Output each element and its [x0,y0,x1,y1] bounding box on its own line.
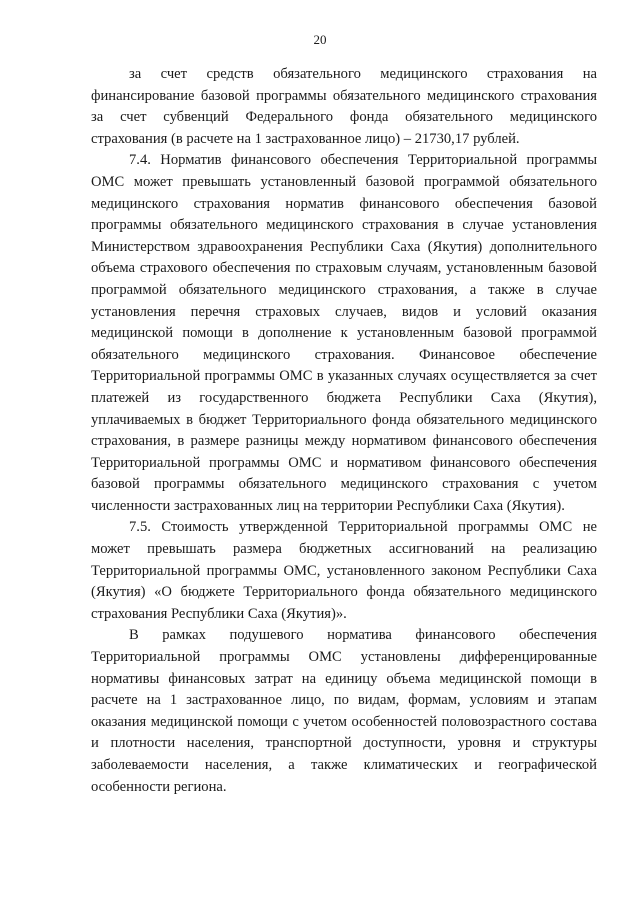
paragraph-continuation: за счет средств обязательного медицинского страхования на финансирование базовой программы обязательного медицинского страхования за счет субвенций Федерального фонда обязательного медицинского страхования (в расчете на 1 застрахованное лицо) – 21730,17 рублей. [91,66,597,147]
paragraph-7-4: 7.4. Норматив финансового обеспечения Территориальной программы ОМС может превышать установленный базовой программой обязательного медицинского страхования норматив финансового обеспечения базовой программы обязательного медицинского страхования в случае установления Министерством здравоохранения Республики Саха (Якутия) дополнительного объема страхового обеспечения по страховым случаям, установленным базовой программой обязательного медицинского страхования, а также в случае установления перечня страховых случаев, видов и условий оказания медицинской помощи в дополнение к установленным базовой программой обязательного медицинского страхования. Финансовое обеспечение Территориальной программы ОМС в указанных случаях осуществляется за счет платежей из государственного бюджета Республики Саха (Якутия), уплачиваемых в бюджет Территориального фонда обязательного медицинского страхования, в размере разницы между нормативом финансового обеспечения Территориальной программы ОМС и нормативом финансового обеспечения базовой программы обязательного медицинского страхования с учетом численности застрахованных лиц на территории Республики Саха (Якутия). [91,152,597,514]
document-body [91,64,597,798]
paragraph-7-5: 7.5. Стоимость утвержденной Территориальной программы ОМС не может превышать размера бюджетных ассигнований на реализацию Территориальной программы ОМС, установленного законом Республики Саха (Якутия) «О бюджете Территориального фонда обязательного медицинского страхования Республики Саха (Якутия)». [91,519,597,622]
paragraph-per-capita-norm: В рамках подушевого норматива финансового обеспечения Территориальной программы ОМС установлены дифференцированные нормативы финансовых затрат на единицу объема медицинской помощи в расчете на 1 застрахованное лицо, по видам, формам, условиям и этапам оказания медицинской помощи с учетом особенностей половозрастного состава и плотности населения, транспортной доступности, уровня и структуры заболеваемости населения, а также климатических и географической особенности региона. [91,627,597,795]
page-number: 20 [313,32,327,47]
